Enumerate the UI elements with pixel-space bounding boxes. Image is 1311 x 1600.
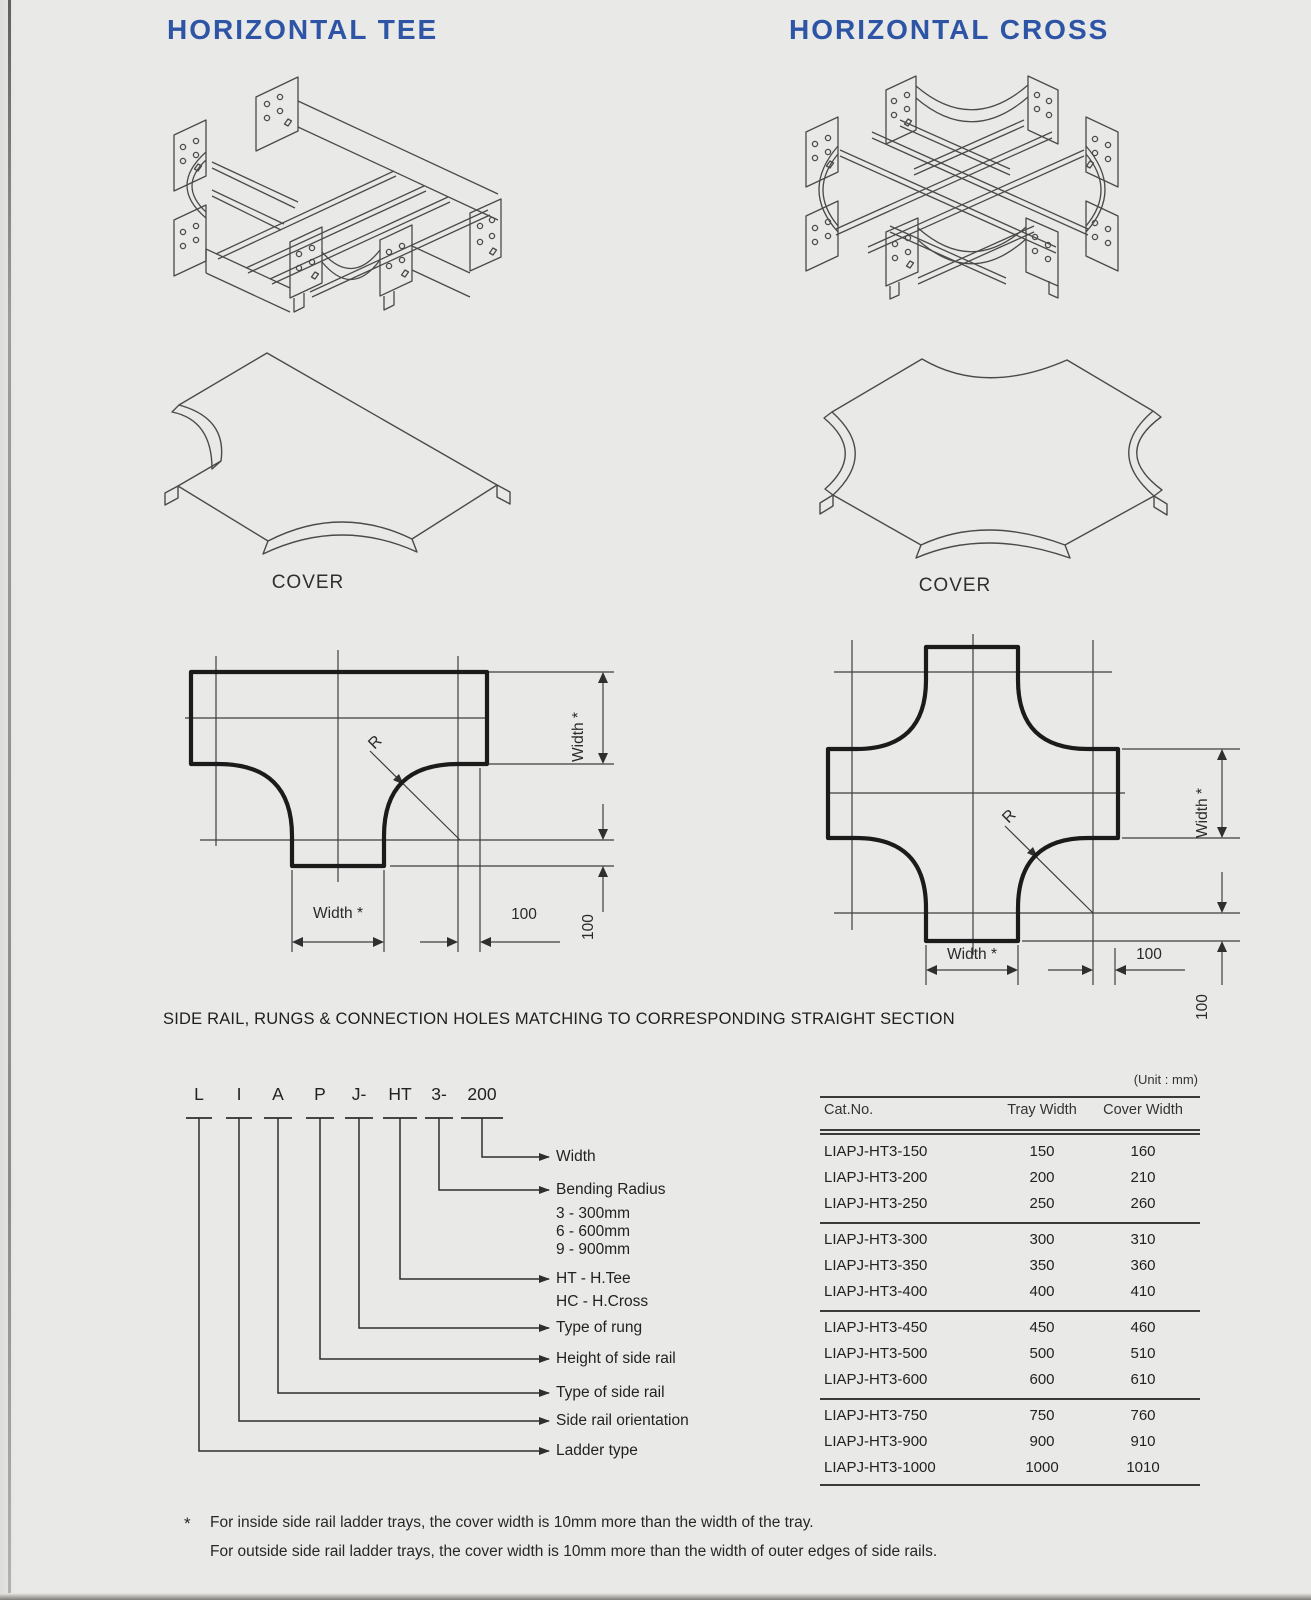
cell-cat: LIAPJ-HT3-450 [824,1319,928,1336]
table-row [820,1430,1200,1456]
cell-cat: LIAPJ-HT3-200 [824,1169,928,1186]
footnote-line-2: For outside side rail ladder trays, the cover width is 10mm more than the width of outer edges of side rails. [210,1543,938,1560]
table-row [820,1140,1200,1166]
cross-offset-bottom-label: 100 [1136,946,1162,963]
tee-offset-bottom-label: 100 [511,906,537,923]
table-top-rule [820,1096,1200,1098]
cell-cat: LIAPJ-HT3-600 [824,1371,928,1388]
cell-cover: 410 [1130,1283,1156,1300]
cross-width-bottom-label: Width * [947,946,997,963]
cell-cover: 510 [1130,1345,1156,1362]
code-segment-orientation: I [236,1084,242,1104]
cross-cover-label: COVER [918,575,992,596]
cell-cat: LIAPJ-HT3-500 [824,1345,928,1362]
cell-cover: 260 [1130,1195,1156,1212]
code-label-width: Width [556,1148,596,1165]
cross-dimension-drawing [828,634,1240,985]
tee-width-side-label: Width * [570,712,587,762]
code-label-radius-option-1: 3 - 300mm [556,1205,631,1222]
cell-cat: LIAPJ-HT3-400 [824,1283,928,1300]
cross-title: HORIZONTAL CROSS [789,14,1110,45]
table-header-rule-2 [820,1133,1200,1135]
cell-tray: 150 [1029,1143,1055,1160]
tee-cover-label: COVER [271,572,345,593]
code-label-type-ht: HT - H.Tee [556,1270,631,1287]
cell-cover: 210 [1130,1169,1156,1186]
code-label-type-hc: HC - H.Cross [556,1293,649,1310]
cell-cat: LIAPJ-HT3-1000 [824,1459,936,1476]
code-label-bending-radius: Bending Radius [556,1181,666,1198]
cell-cat: LIAPJ-HT3-750 [824,1407,928,1424]
cell-cat: LIAPJ-HT3-300 [824,1231,928,1248]
table-row [820,1456,1200,1482]
code-segment-rail-type: A [272,1084,284,1104]
table-bottom-rule [820,1484,1200,1486]
cell-cat: LIAPJ-HT3-350 [824,1257,928,1274]
section-heading: SIDE RAIL, RUNGS & CONNECTION HOLES MATCHING TO CORRESPONDING STRAIGHT SECTION [163,1010,955,1028]
cell-tray: 900 [1029,1433,1055,1450]
cell-cat: LIAPJ-HT3-900 [824,1433,928,1450]
code-label-ladder-type: Ladder type [556,1442,638,1459]
cell-tray: 600 [1029,1371,1055,1388]
cell-cover: 310 [1130,1231,1156,1248]
tee-radius-label: R [365,732,386,753]
code-segment-fitting: HT [388,1084,412,1104]
footnote-line-1: For inside side rail ladder trays, the cover width is 10mm more than the width of the tray. [210,1514,814,1531]
col-header-tray-width: Tray Width [1007,1102,1077,1118]
col-header-cover-width: Cover Width [1103,1102,1183,1118]
code-label-rung: Type of rung [556,1319,643,1336]
table-row [820,1166,1200,1192]
table-row [820,1192,1200,1218]
cell-cover: 760 [1130,1407,1156,1424]
cross-radius-label: R [999,806,1020,827]
unit-note: (Unit : mm) [1133,1072,1198,1087]
cross-width-side-label: Width * [1194,788,1211,838]
code-segment-rung: J- [351,1084,367,1104]
cell-cover: 160 [1130,1143,1156,1160]
code-label-radius-option-2: 6 - 600mm [556,1223,631,1240]
page-left-edge-line [8,0,11,1600]
table-header-rule-1 [820,1129,1200,1131]
cell-tray: 250 [1029,1195,1055,1212]
table-row [820,1280,1200,1306]
table-row [820,1342,1200,1368]
code-label-rail-type: Type of side rail [556,1384,665,1401]
tee-width-bottom-label: Width * [313,905,363,922]
table-row [820,1404,1200,1430]
tee-isometric-drawing [174,77,501,312]
cell-tray: 400 [1029,1283,1055,1300]
code-segment-rail-height: P [314,1084,326,1104]
cell-cover: 360 [1130,1257,1156,1274]
code-segment-width: 200 [467,1084,497,1104]
code-segment-radius: 3- [431,1084,447,1104]
part-code-connector-lines [186,1118,549,1451]
tee-dimension-drawing [185,650,614,952]
cell-tray: 200 [1029,1169,1055,1186]
cross-isometric-drawing [806,76,1118,299]
table-group-separator [820,1310,1200,1312]
page-bottom-edge [0,1593,1311,1600]
table-row [820,1228,1200,1254]
table-group-separator [820,1398,1200,1400]
cell-cover: 1010 [1126,1459,1160,1476]
table-group-separator [820,1222,1200,1224]
tee-offset-side-label: 100 [580,914,597,940]
table-header-row [820,1102,1200,1126]
code-segment-ladder: L [194,1084,204,1104]
cell-cat: LIAPJ-HT3-250 [824,1195,928,1212]
cell-tray: 500 [1029,1345,1055,1362]
cell-cover: 910 [1130,1433,1156,1450]
cell-cover: 610 [1130,1371,1156,1388]
footnote-marker: * [184,1514,191,1533]
code-label-radius-option-3: 9 - 900mm [556,1241,631,1258]
tee-cover-drawing [165,353,510,554]
cell-tray: 1000 [1025,1459,1059,1476]
cross-offset-side-label: 100 [1194,994,1211,1020]
col-header-cat-no: Cat.No. [824,1102,874,1118]
cell-tray: 350 [1029,1257,1055,1274]
cell-tray: 750 [1029,1407,1055,1424]
table-row [820,1316,1200,1342]
table-row [820,1368,1200,1394]
cell-cat: LIAPJ-HT3-150 [824,1143,928,1160]
cell-tray: 450 [1029,1319,1055,1336]
tee-title: HORIZONTAL TEE [167,14,439,45]
cell-tray: 300 [1029,1231,1055,1248]
table-body [820,1140,1200,1486]
code-label-rail-orientation: Side rail orientation [556,1412,689,1429]
cross-cover-drawing [820,359,1167,558]
code-label-rail-height: Height of side rail [556,1350,676,1367]
table-row [820,1254,1200,1280]
cell-cover: 460 [1130,1319,1156,1336]
